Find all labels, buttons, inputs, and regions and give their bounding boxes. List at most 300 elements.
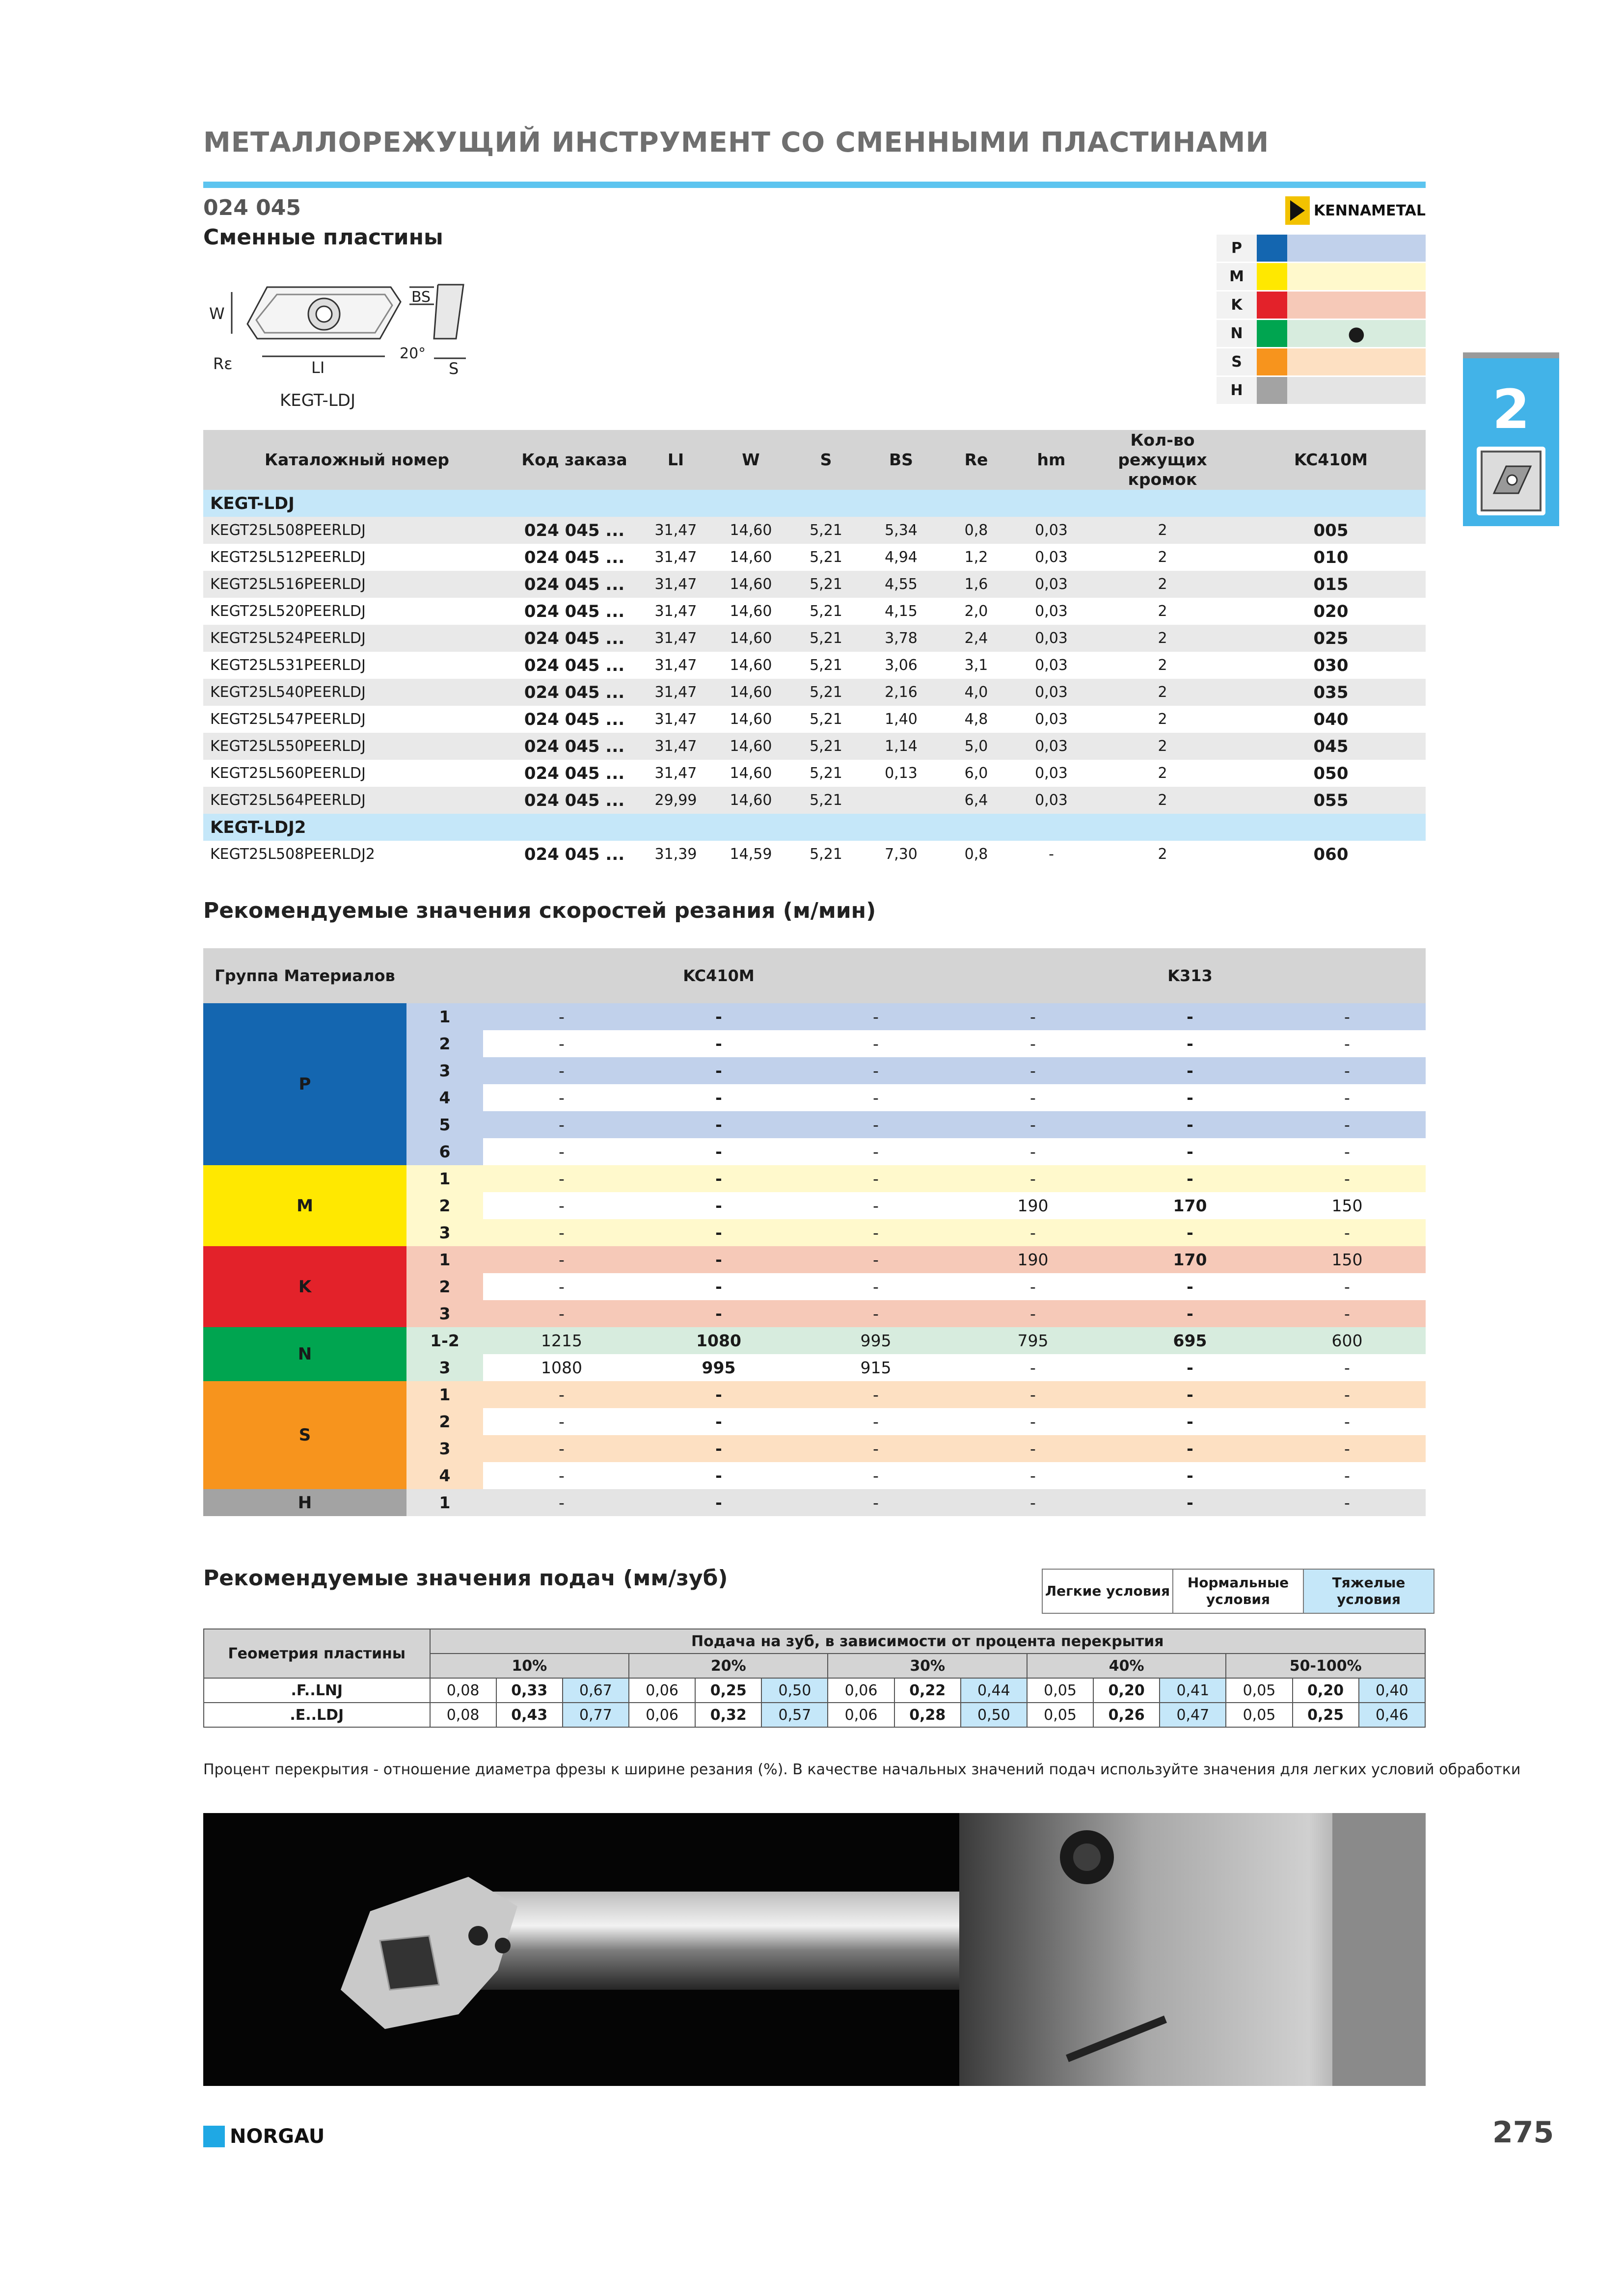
speed-value: - — [1111, 1165, 1269, 1192]
insert-cell-bs: 0,13 — [885, 765, 918, 782]
legend-color-swatch — [1257, 377, 1287, 404]
feed-value: 0,06 — [629, 1703, 695, 1727]
insert-cell-order: 024 045 ... — [511, 571, 638, 598]
insert-cell-re: 1,2 — [964, 549, 988, 566]
speed-value: - — [954, 1138, 1111, 1165]
insert-cell-kc: 045 — [1236, 733, 1426, 760]
speed-value: - — [797, 1462, 954, 1489]
insert-cell-kc: 020 — [1313, 601, 1349, 621]
speeds-col-subgroup — [406, 948, 483, 1003]
insert-row — [203, 733, 1426, 760]
insert-cell-bs: 4,94 — [885, 549, 918, 566]
insert-cell-order: 024 045 ... — [524, 655, 625, 675]
legend-letter: N — [1217, 320, 1257, 347]
insert-row — [203, 706, 1426, 733]
legend-row-h — [1217, 377, 1426, 405]
insert-cell-order: 024 045 ... — [524, 709, 625, 729]
speed-value: - — [640, 1408, 797, 1435]
insert-cell-re: 2,0 — [964, 603, 988, 620]
insert-cell-cat: KEGT25L508PEERLDJ — [203, 517, 511, 544]
insert-cell-order: 024 045 ... — [511, 679, 638, 706]
insert-cell-hm: 0,03 — [1035, 603, 1068, 620]
insert-group-name: KEGT-LDJ2 — [203, 814, 1426, 841]
insert-cell-cat: KEGT25L520PEERLDJ — [210, 603, 366, 620]
speed-value: 915 — [797, 1354, 954, 1381]
speed-value: - — [797, 1192, 954, 1219]
speed-value: - — [954, 1084, 1111, 1111]
section-title-speeds: Рекомендуемые значения скоростей резания (м/мин) — [203, 898, 876, 923]
insert-row — [203, 517, 1426, 544]
speeds-table — [203, 948, 1426, 1516]
speed-row — [203, 1246, 1426, 1273]
feed-value: 0,06 — [828, 1703, 894, 1727]
insert-diagram — [203, 265, 478, 393]
speed-row — [203, 1165, 1426, 1192]
insert-cell-s: 5,21 — [788, 733, 864, 760]
speed-value: - — [797, 1219, 954, 1246]
insert-cell-bs: 3,78 — [864, 625, 939, 652]
speed-value: - — [1111, 1084, 1269, 1111]
insert-cell-hm: - — [1049, 846, 1054, 863]
speed-value: 1215 — [483, 1327, 640, 1354]
insert-cell-re: 2,4 — [939, 625, 1014, 652]
col-grade: KC410M — [1236, 430, 1426, 490]
speed-value: 150 — [1269, 1192, 1426, 1219]
speed-value: - — [797, 1273, 954, 1300]
material-subgroup: 3 — [406, 1300, 483, 1327]
insert-cell-order: 024 045 ... — [524, 601, 625, 621]
footer-brand — [203, 2125, 325, 2148]
title-divider — [203, 182, 1426, 188]
insert-cell-li: 31,39 — [654, 846, 697, 863]
speed-value: 1080 — [640, 1327, 797, 1354]
insert-cell-edges: 2 — [1158, 657, 1167, 674]
legend-row-m — [1217, 263, 1426, 292]
legend-letter: S — [1217, 348, 1257, 375]
speed-value: - — [1269, 1138, 1426, 1165]
insert-cell-li: 31,47 — [654, 603, 697, 620]
feed-value: 0,43 — [496, 1703, 563, 1727]
legend-applicability-mark — [1287, 377, 1426, 404]
insert-cell-re: 4,8 — [964, 711, 988, 728]
speed-value: - — [1269, 1165, 1426, 1192]
section-title-feeds: Рекомендуемые значения подач (мм/зуб) — [203, 1566, 728, 1591]
speed-value: - — [954, 1381, 1111, 1408]
speed-value: 795 — [954, 1327, 1111, 1354]
speed-value: - — [954, 1165, 1111, 1192]
page-number: 275 — [1492, 2115, 1554, 2150]
insert-cell-hm: 0,03 — [1035, 549, 1068, 566]
material-subgroup: 4 — [406, 1462, 483, 1489]
material-subgroup: 2 — [406, 1408, 483, 1435]
speed-value: - — [954, 1435, 1111, 1462]
speed-value: - — [954, 1354, 1111, 1381]
col-li: LI — [638, 430, 713, 490]
speed-value: - — [1111, 1273, 1269, 1300]
norgau-logo-square-icon — [203, 2126, 225, 2147]
speed-value: - — [640, 1435, 797, 1462]
insert-cell-edges: 2 — [1089, 517, 1236, 544]
col-hm: hm — [1014, 430, 1089, 490]
speed-value: - — [640, 1030, 797, 1057]
insert-cell-cat: KEGT25L508PEERLDJ2 — [210, 846, 375, 863]
insert-cell-w: 14,60 — [730, 657, 772, 674]
insert-cell-hm: 0,03 — [1014, 625, 1089, 652]
insert-cell-s: 5,21 — [788, 787, 864, 814]
feed-row — [204, 1678, 1425, 1703]
condition-light: Легкие условия — [1042, 1569, 1173, 1613]
speed-value: - — [954, 1462, 1111, 1489]
insert-cell-bs — [864, 787, 939, 814]
insert-row — [203, 787, 1426, 814]
inserts-table — [203, 430, 1426, 868]
col-re: Re — [939, 430, 1014, 490]
speed-value: - — [640, 1273, 797, 1300]
speed-value: - — [640, 1138, 797, 1165]
insert-cell-bs: 3,06 — [885, 657, 918, 674]
insert-cell-hm: 0,03 — [1035, 711, 1068, 728]
insert-cell-re: 4,0 — [939, 679, 1014, 706]
insert-cell-li: 31,47 — [638, 625, 713, 652]
material-subgroup: 1 — [406, 1003, 483, 1030]
insert-cell-w: 14,60 — [713, 733, 788, 760]
speed-value: - — [1111, 1354, 1269, 1381]
insert-cell-li: 29,99 — [638, 787, 713, 814]
col-catalog: Каталожный номер — [203, 430, 511, 490]
material-subgroup: 1 — [406, 1381, 483, 1408]
feed-value: 0,25 — [695, 1678, 761, 1703]
insert-cell-li: 31,47 — [654, 765, 697, 782]
speeds-col-material-group: Группа Материалов — [203, 948, 406, 1003]
speed-value: - — [483, 1219, 640, 1246]
speed-value: - — [640, 1246, 797, 1273]
speed-value: 695 — [1111, 1327, 1269, 1354]
footnote: Процент перекрытия - отношение диаметра фрезы к ширине резания (%). В качестве начальных значений подач используйте значения для легких условий обработки — [203, 1761, 1521, 1778]
legend-applicability-mark — [1287, 292, 1426, 319]
feed-percent-header: 50-100% — [1226, 1654, 1425, 1678]
feed-value: 0,22 — [894, 1678, 961, 1703]
feed-percent-header: 40% — [1027, 1654, 1226, 1678]
material-subgroup: 1 — [406, 1165, 483, 1192]
speed-value: - — [483, 1300, 640, 1327]
insert-cell-li: 31,47 — [654, 549, 697, 566]
insert-cell-w: 14,59 — [730, 846, 772, 863]
tool-photo — [203, 1813, 1426, 2086]
insert-cell-order: 024 045 ... — [511, 625, 638, 652]
insert-cell-edges: 2 — [1158, 765, 1167, 782]
insert-cell-kc: 050 — [1313, 763, 1349, 783]
speed-value: - — [1111, 1219, 1269, 1246]
speed-value: - — [483, 1462, 640, 1489]
feed-value: 0,08 — [430, 1678, 496, 1703]
material-subgroup: 3 — [406, 1057, 483, 1084]
speed-value: 170 — [1111, 1192, 1269, 1219]
insert-cell-re: 0,8 — [939, 517, 1014, 544]
feeds-col-feed: Подача на зуб, в зависимости от процента перекрытия — [430, 1629, 1425, 1654]
insert-cell-edges: 2 — [1158, 846, 1167, 863]
insert-cell-cat: KEGT25L524PEERLDJ — [203, 625, 511, 652]
material-group-p: P — [203, 1003, 406, 1165]
insert-group-row — [203, 814, 1426, 841]
feed-value: 0,06 — [629, 1678, 695, 1703]
product-code: 024 045 — [203, 195, 301, 220]
feed-value: 0,25 — [1293, 1703, 1359, 1727]
insert-cell-w: 14,60 — [713, 787, 788, 814]
feed-percent-header: 30% — [828, 1654, 1027, 1678]
insert-cell-cat: KEGT25L550PEERLDJ — [203, 733, 511, 760]
speed-value: - — [640, 1489, 797, 1516]
diagram-label-re: Rε — [213, 354, 233, 373]
insert-cell-re: 3,1 — [964, 657, 988, 674]
speed-value: - — [483, 1381, 640, 1408]
speed-value: - — [1111, 1111, 1269, 1138]
speed-row — [203, 1489, 1426, 1516]
insert-cell-w: 14,60 — [713, 571, 788, 598]
kennametal-logo — [1285, 196, 1426, 225]
insert-cell-w: 14,60 — [713, 625, 788, 652]
speed-value: - — [640, 1084, 797, 1111]
insert-cell-hm: 0,03 — [1014, 571, 1089, 598]
material-group-h: H — [203, 1489, 406, 1516]
conditions-legend — [1042, 1569, 1434, 1614]
speed-value: - — [954, 1408, 1111, 1435]
speed-value: - — [1269, 1435, 1426, 1462]
insert-cell-s: 5,21 — [810, 765, 842, 782]
speed-value: - — [483, 1246, 640, 1273]
speed-value: - — [1269, 1003, 1426, 1030]
legend-row-n — [1217, 320, 1426, 348]
legend-letter: H — [1217, 377, 1257, 404]
feed-value: 0,05 — [1226, 1703, 1292, 1727]
insert-cell-edges: 2 — [1089, 733, 1236, 760]
insert-cell-li: 31,47 — [638, 571, 713, 598]
kennametal-logo-text: KENNAMETAL — [1314, 202, 1426, 219]
speed-value: 170 — [1111, 1246, 1269, 1273]
insert-cell-edges: 2 — [1158, 711, 1167, 728]
speed-value: - — [1111, 1300, 1269, 1327]
speed-value: - — [1269, 1300, 1426, 1327]
speed-value: - — [1111, 1138, 1269, 1165]
insert-cell-hm: 0,03 — [1035, 765, 1068, 782]
speed-value: - — [1269, 1354, 1426, 1381]
diagram-label-w: W — [209, 304, 225, 323]
insert-row — [203, 544, 1426, 571]
legend-row-p — [1217, 235, 1426, 263]
speed-value: - — [797, 1408, 954, 1435]
speed-value: - — [797, 1165, 954, 1192]
col-order: Код заказа — [511, 430, 638, 490]
insert-cell-s: 5,21 — [788, 517, 864, 544]
insert-cell-re: 0,8 — [964, 846, 988, 863]
speed-value: - — [954, 1057, 1111, 1084]
speed-value: - — [1111, 1435, 1269, 1462]
speed-value: 600 — [1269, 1327, 1426, 1354]
insert-cell-li: 31,47 — [638, 679, 713, 706]
diagram-label-bs: BS — [411, 289, 431, 306]
speed-value: - — [640, 1381, 797, 1408]
insert-cell-li: 31,47 — [654, 711, 697, 728]
material-subgroup: 4 — [406, 1084, 483, 1111]
insert-cell-w: 14,60 — [730, 711, 772, 728]
speed-value: - — [797, 1057, 954, 1084]
insert-group-name: KEGT-LDJ — [203, 490, 1426, 517]
insert-cell-edges: 2 — [1089, 787, 1236, 814]
speed-value: - — [640, 1057, 797, 1084]
speed-value: 190 — [954, 1246, 1111, 1273]
material-subgroup: 2 — [406, 1030, 483, 1057]
material-subgroup: 2 — [406, 1273, 483, 1300]
insert-cell-edges: 2 — [1089, 571, 1236, 598]
feed-geometry: .E..LDJ — [204, 1703, 430, 1727]
material-subgroup: 2 — [406, 1192, 483, 1219]
insert-row — [203, 760, 1426, 787]
insert-cell-hm: 0,03 — [1014, 517, 1089, 544]
insert-cell-bs: 2,16 — [864, 679, 939, 706]
speed-value: - — [1269, 1408, 1426, 1435]
col-s: S — [788, 430, 864, 490]
material-subgroup: 3 — [406, 1435, 483, 1462]
speed-value: - — [483, 1165, 640, 1192]
diagram-label-angle: 20° — [400, 345, 426, 362]
legend-color-swatch — [1257, 292, 1287, 319]
speed-value: - — [797, 1138, 954, 1165]
material-group-k: K — [203, 1246, 406, 1327]
material-group-m: M — [203, 1165, 406, 1246]
speed-value: - — [1111, 1489, 1269, 1516]
speed-row — [203, 1327, 1426, 1354]
insert-cell-kc: 025 — [1236, 625, 1426, 652]
speed-value: - — [640, 1111, 797, 1138]
speed-value: - — [483, 1273, 640, 1300]
speed-value: 150 — [1269, 1246, 1426, 1273]
insert-cell-li: 31,47 — [654, 657, 697, 674]
insert-cell-w: 14,60 — [730, 549, 772, 566]
speed-row — [203, 1003, 1426, 1030]
chapter-number: 2 — [1492, 378, 1530, 441]
insert-cell-s: 5,21 — [788, 679, 864, 706]
feed-value: 0,33 — [496, 1678, 563, 1703]
speed-value: - — [483, 1138, 640, 1165]
insert-cell-s: 5,21 — [810, 657, 842, 674]
page-title: МЕТАЛЛОРЕЖУЩИЙ ИНСТРУМЕНТ СО СМЕННЫМИ ПЛАСТИНАМИ — [203, 127, 1270, 159]
feed-value: 0,08 — [430, 1703, 496, 1727]
legend-letter: P — [1217, 235, 1257, 262]
speed-value: - — [640, 1003, 797, 1030]
insert-row — [203, 571, 1426, 598]
feed-value: 0,26 — [1093, 1703, 1160, 1727]
material-subgroup: 1 — [406, 1489, 483, 1516]
speed-value: - — [483, 1084, 640, 1111]
condition-normal: Нормальные условия — [1173, 1569, 1303, 1613]
insert-cell-bs: 7,30 — [885, 846, 918, 863]
insert-cell-kc: 010 — [1313, 547, 1349, 567]
speed-value: - — [797, 1084, 954, 1111]
insert-cell-cat: KEGT25L516PEERLDJ — [203, 571, 511, 598]
insert-cell-hm: 0,03 — [1035, 657, 1068, 674]
condition-heavy: Тяжелые условия — [1303, 1569, 1434, 1613]
speeds-col-grade2: K313 — [954, 948, 1426, 1003]
speed-value: - — [1269, 1084, 1426, 1111]
insert-cell-edges: 2 — [1089, 625, 1236, 652]
feeds-table — [203, 1629, 1426, 1728]
speed-value: - — [797, 1300, 954, 1327]
insert-cell-s: 5,21 — [810, 549, 842, 566]
insert-cell-s: 5,21 — [810, 603, 842, 620]
insert-cell-cat: KEGT25L560PEERLDJ — [210, 765, 366, 782]
insert-cell-cat: KEGT25L512PEERLDJ — [210, 549, 366, 566]
insert-row — [203, 679, 1426, 706]
speed-value: - — [954, 1030, 1111, 1057]
insert-row — [203, 652, 1426, 679]
insert-cell-edges: 2 — [1089, 679, 1236, 706]
kennametal-k-icon — [1285, 196, 1310, 225]
insert-group-row — [203, 490, 1426, 517]
material-subgroup: 5 — [406, 1111, 483, 1138]
material-subgroup: 6 — [406, 1138, 483, 1165]
feed-value: 0,41 — [1160, 1678, 1226, 1703]
section-title-inserts: Сменные пластины — [203, 225, 443, 250]
legend-applicability-mark — [1287, 235, 1426, 262]
speed-value: - — [640, 1300, 797, 1327]
feed-geometry: .F..LNJ — [204, 1678, 430, 1703]
speed-value: - — [797, 1111, 954, 1138]
insert-cell-bs: 1,40 — [885, 711, 918, 728]
speed-value: - — [954, 1111, 1111, 1138]
insert-cell-kc: 005 — [1236, 517, 1426, 544]
feed-value: 0,20 — [1093, 1678, 1160, 1703]
insert-cell-s: 5,21 — [810, 711, 842, 728]
material-subgroup: 3 — [406, 1354, 483, 1381]
insert-cell-bs: 4,55 — [864, 571, 939, 598]
speed-value: - — [640, 1462, 797, 1489]
insert-cell-order: 024 045 ... — [511, 733, 638, 760]
insert-cell-order: 024 045 ... — [524, 844, 625, 864]
feed-value: 0,50 — [961, 1703, 1027, 1727]
feed-value: 0,50 — [761, 1678, 828, 1703]
speed-value: - — [1269, 1030, 1426, 1057]
material-legend — [1217, 235, 1426, 405]
speed-value: - — [483, 1408, 640, 1435]
speed-value: - — [954, 1219, 1111, 1246]
insert-cell-re: 6,0 — [964, 765, 988, 782]
material-subgroup: 3 — [406, 1219, 483, 1246]
feed-value: 0,05 — [1027, 1678, 1093, 1703]
speed-value: - — [483, 1489, 640, 1516]
insert-cell-li: 31,47 — [638, 733, 713, 760]
insert-cell-edges: 2 — [1158, 603, 1167, 620]
insert-cell-kc: 030 — [1313, 655, 1349, 675]
insert-cell-order: 024 045 ... — [524, 547, 625, 567]
feed-value: 0,77 — [563, 1703, 629, 1727]
speed-value: - — [954, 1003, 1111, 1030]
insert-cell-kc: 035 — [1236, 679, 1426, 706]
insert-cell-re: 5,0 — [939, 733, 1014, 760]
insert-cell-cat: KEGT25L564PEERLDJ — [203, 787, 511, 814]
insert-cell-w: 14,60 — [713, 679, 788, 706]
speed-value: - — [1269, 1111, 1426, 1138]
speed-value: 995 — [640, 1354, 797, 1381]
speed-value: - — [640, 1192, 797, 1219]
feeds-col-geometry: Геометрия пластины — [204, 1629, 430, 1678]
diagram-label-li: LI — [311, 358, 325, 377]
insert-cell-order: 024 045 ... — [524, 763, 625, 783]
insert-cell-bs: 4,15 — [885, 603, 918, 620]
speed-value: - — [1269, 1057, 1426, 1084]
insert-row — [203, 625, 1426, 652]
insert-cell-order: 024 045 ... — [511, 517, 638, 544]
speed-value: - — [483, 1003, 640, 1030]
insert-cell-w: 14,60 — [730, 765, 772, 782]
